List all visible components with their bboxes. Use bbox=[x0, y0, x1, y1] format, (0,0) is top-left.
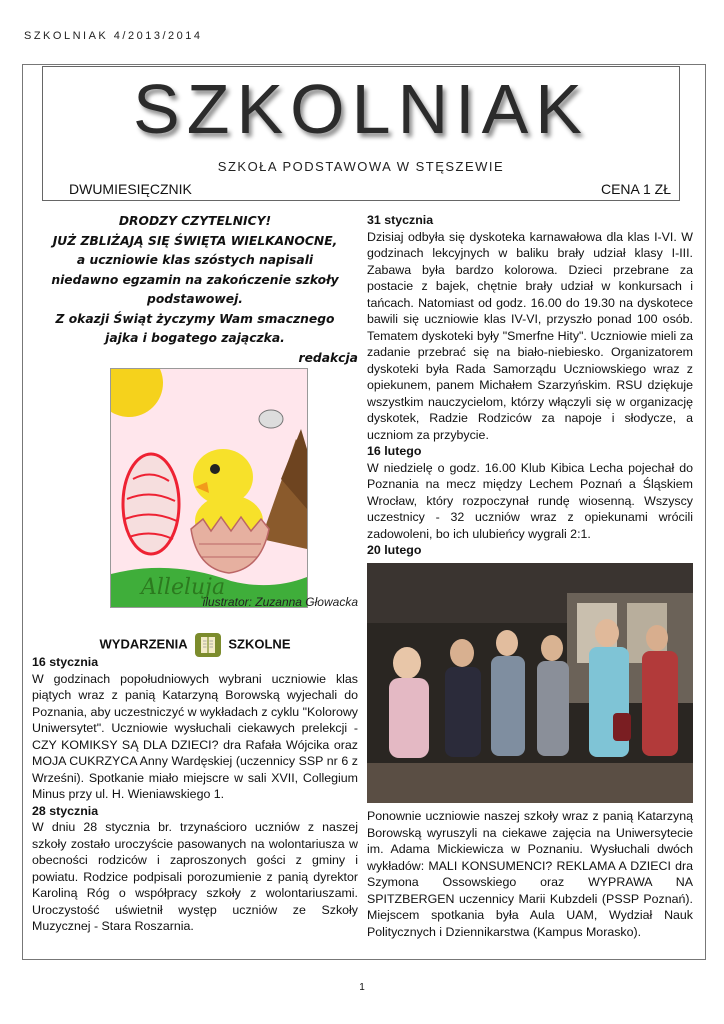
article-text: W niedzielę o godz. 16.00 Klub Kibica Lecha pojechał do Poznania na mecz między Lechem Poznań a Śląskiem Wrocław, który rozpoczynał rundę wiosenną. Wszyscy uczestnicy - 32 uczniów wraz z opiekunami wrócili zadowoleni, bo ich ulubieńcy wygrali 2:1. bbox=[367, 460, 693, 541]
greeting-line: podstawowej. bbox=[147, 292, 243, 306]
running-head: SZKOLNIAK 4/2013/2014 bbox=[24, 30, 203, 42]
easter-greeting bbox=[32, 212, 358, 368]
article-text: W godzinach popołudniowych wybrani uczniowie klas piątych wraz z panią Katarzyną Borowską wyjechali do Poznania, aby uczestniczyć w wykładach z cyklu "Kolorowy Uniwersytet". Uczniowie wysłuchali ciekawych prelekcji - CZY KOMIKSY SĄ DLA DZIECI? dra Rafała Wójcika oraz MOJA CUKRZYCA Anny Wardęskiej (uczennicy SSP nr 6 z Wrześni). Spotkanie miało miejscre w sali XVII, Collegium Minus przy ul. H. Wieniawskiego 1. bbox=[32, 671, 359, 801]
price-label: CENA 1 ZŁ bbox=[600, 181, 671, 197]
article bbox=[367, 443, 693, 542]
article-text: Dzisiaj odbyła się dyskoteka karnawałowa dla klas I-VI. W godzinach lekcyjnych w baliku brały udział klasy I-III. Zabawa była bardzo kolorowa. Dzieci przebrane za postacie z bajek, chętnie brały udział w konkursach i tańcach. Natomiast od godz. 16.00 do 19.30 na dyskotece bawili się uczniowie klas IV-VI, przyszło ponad 100 osób. Tematem dyskoteki były "Smerfne Hity". Uczniowie mieli za zadanie przebrać się na biało-niebiesko. Organizatorem dyskoteki była Rada Samorządu Uczniowskiego wraz z opiekunem, panem Michałem Szarzyńskim. RSU dziękuje wszystkim nauczycielom, którzy włączyli się w organizację dyskotek, Radzie Rodziców za napoje i słodycze, a uczniom za przybycie. bbox=[367, 229, 693, 442]
left-articles bbox=[32, 654, 358, 935]
greeting-line: Z okazji Świąt życzymy Wam smacznego bbox=[55, 311, 335, 326]
masthead bbox=[42, 66, 680, 201]
article-text: Ponownie uczniowie naszej szkoły wraz z panią Katarzyną Borowską wyruszyli na ciekawe zajęcia na Uniwersytecie im. Adama Mickiewicza w Poznaniu. Wysłuchali dwóch wykładów: MALI KONSUMENCI? REKLAMA A DZIECI dra Szymona Ossowskiego oraz WYPRAWA NA SPITZBERGEN uczennicy Marii Kubzdeli (PSSP Poznań). Miejscem spotkania była Aula UAM, Wydział Nauk Politycznych i Dziennikarstwa (Kampus Morasko). bbox=[367, 809, 693, 939]
article-date: 16 stycznia bbox=[32, 655, 99, 669]
article bbox=[32, 803, 358, 935]
page-number: 1 bbox=[359, 982, 365, 993]
greeting-line: jajka i bogatego zajączka. bbox=[105, 331, 285, 345]
section-heading-right: SZKOLNE bbox=[228, 636, 291, 652]
illustrator-credit: ilustrator: Zuzanna Głowacka bbox=[202, 595, 358, 609]
section-heading-left: WYDARZENIA bbox=[99, 636, 188, 652]
greeting-signature: redakcja bbox=[298, 350, 358, 365]
article-date: 16 lutego bbox=[367, 444, 422, 458]
article-date: 28 stycznia bbox=[32, 803, 99, 818]
article bbox=[32, 654, 358, 803]
easter-chick-drawing bbox=[110, 368, 308, 608]
right-articles bbox=[367, 212, 693, 559]
periodicity-label: DWUMIESIĘCZNIK bbox=[69, 181, 192, 197]
article bbox=[367, 542, 693, 559]
greeting-line: niedawno egzamin na zakończenie szkoły bbox=[51, 272, 339, 287]
masthead-subtitle: SZKOŁA PODSTAWOWA W STĘSZEWIE bbox=[217, 159, 505, 174]
greeting-line: DRODZY CZYTELNICY! bbox=[118, 214, 272, 228]
article-text: W dniu 28 stycznia br. trzynaścioro uczniów z naszej szkoły zostało uroczyście pasowanych na wolontariusza w obecności rodziców i zaproszonych gości z gminy i powiatu. Rodzice podpisali porozumienie z panią dyrektor Karoliną Róg o współpracy szkoły z wolontariuszami. Uroczystość uświetnił występ uczniów ze Szkoły Muzycznej - Stara Roszarnia. bbox=[32, 820, 358, 933]
article bbox=[367, 212, 693, 443]
students-group-photo bbox=[367, 563, 693, 803]
greeting-line: a uczniowie klas szóstych napisali bbox=[76, 253, 314, 267]
article-date: 31 stycznia bbox=[367, 213, 434, 227]
masthead-title: SZKOLNIAK bbox=[133, 70, 589, 148]
masthead-info-row bbox=[69, 181, 671, 197]
article-date: 20 lutego bbox=[367, 543, 422, 557]
greeting-line: JUŻ ZBLIŻAJĄ SIĘ ŚWIĘTA WIELKANOCNE, bbox=[52, 233, 338, 248]
chick-illustration bbox=[111, 369, 307, 607]
alleluja-signature: Alleluja bbox=[141, 575, 226, 600]
